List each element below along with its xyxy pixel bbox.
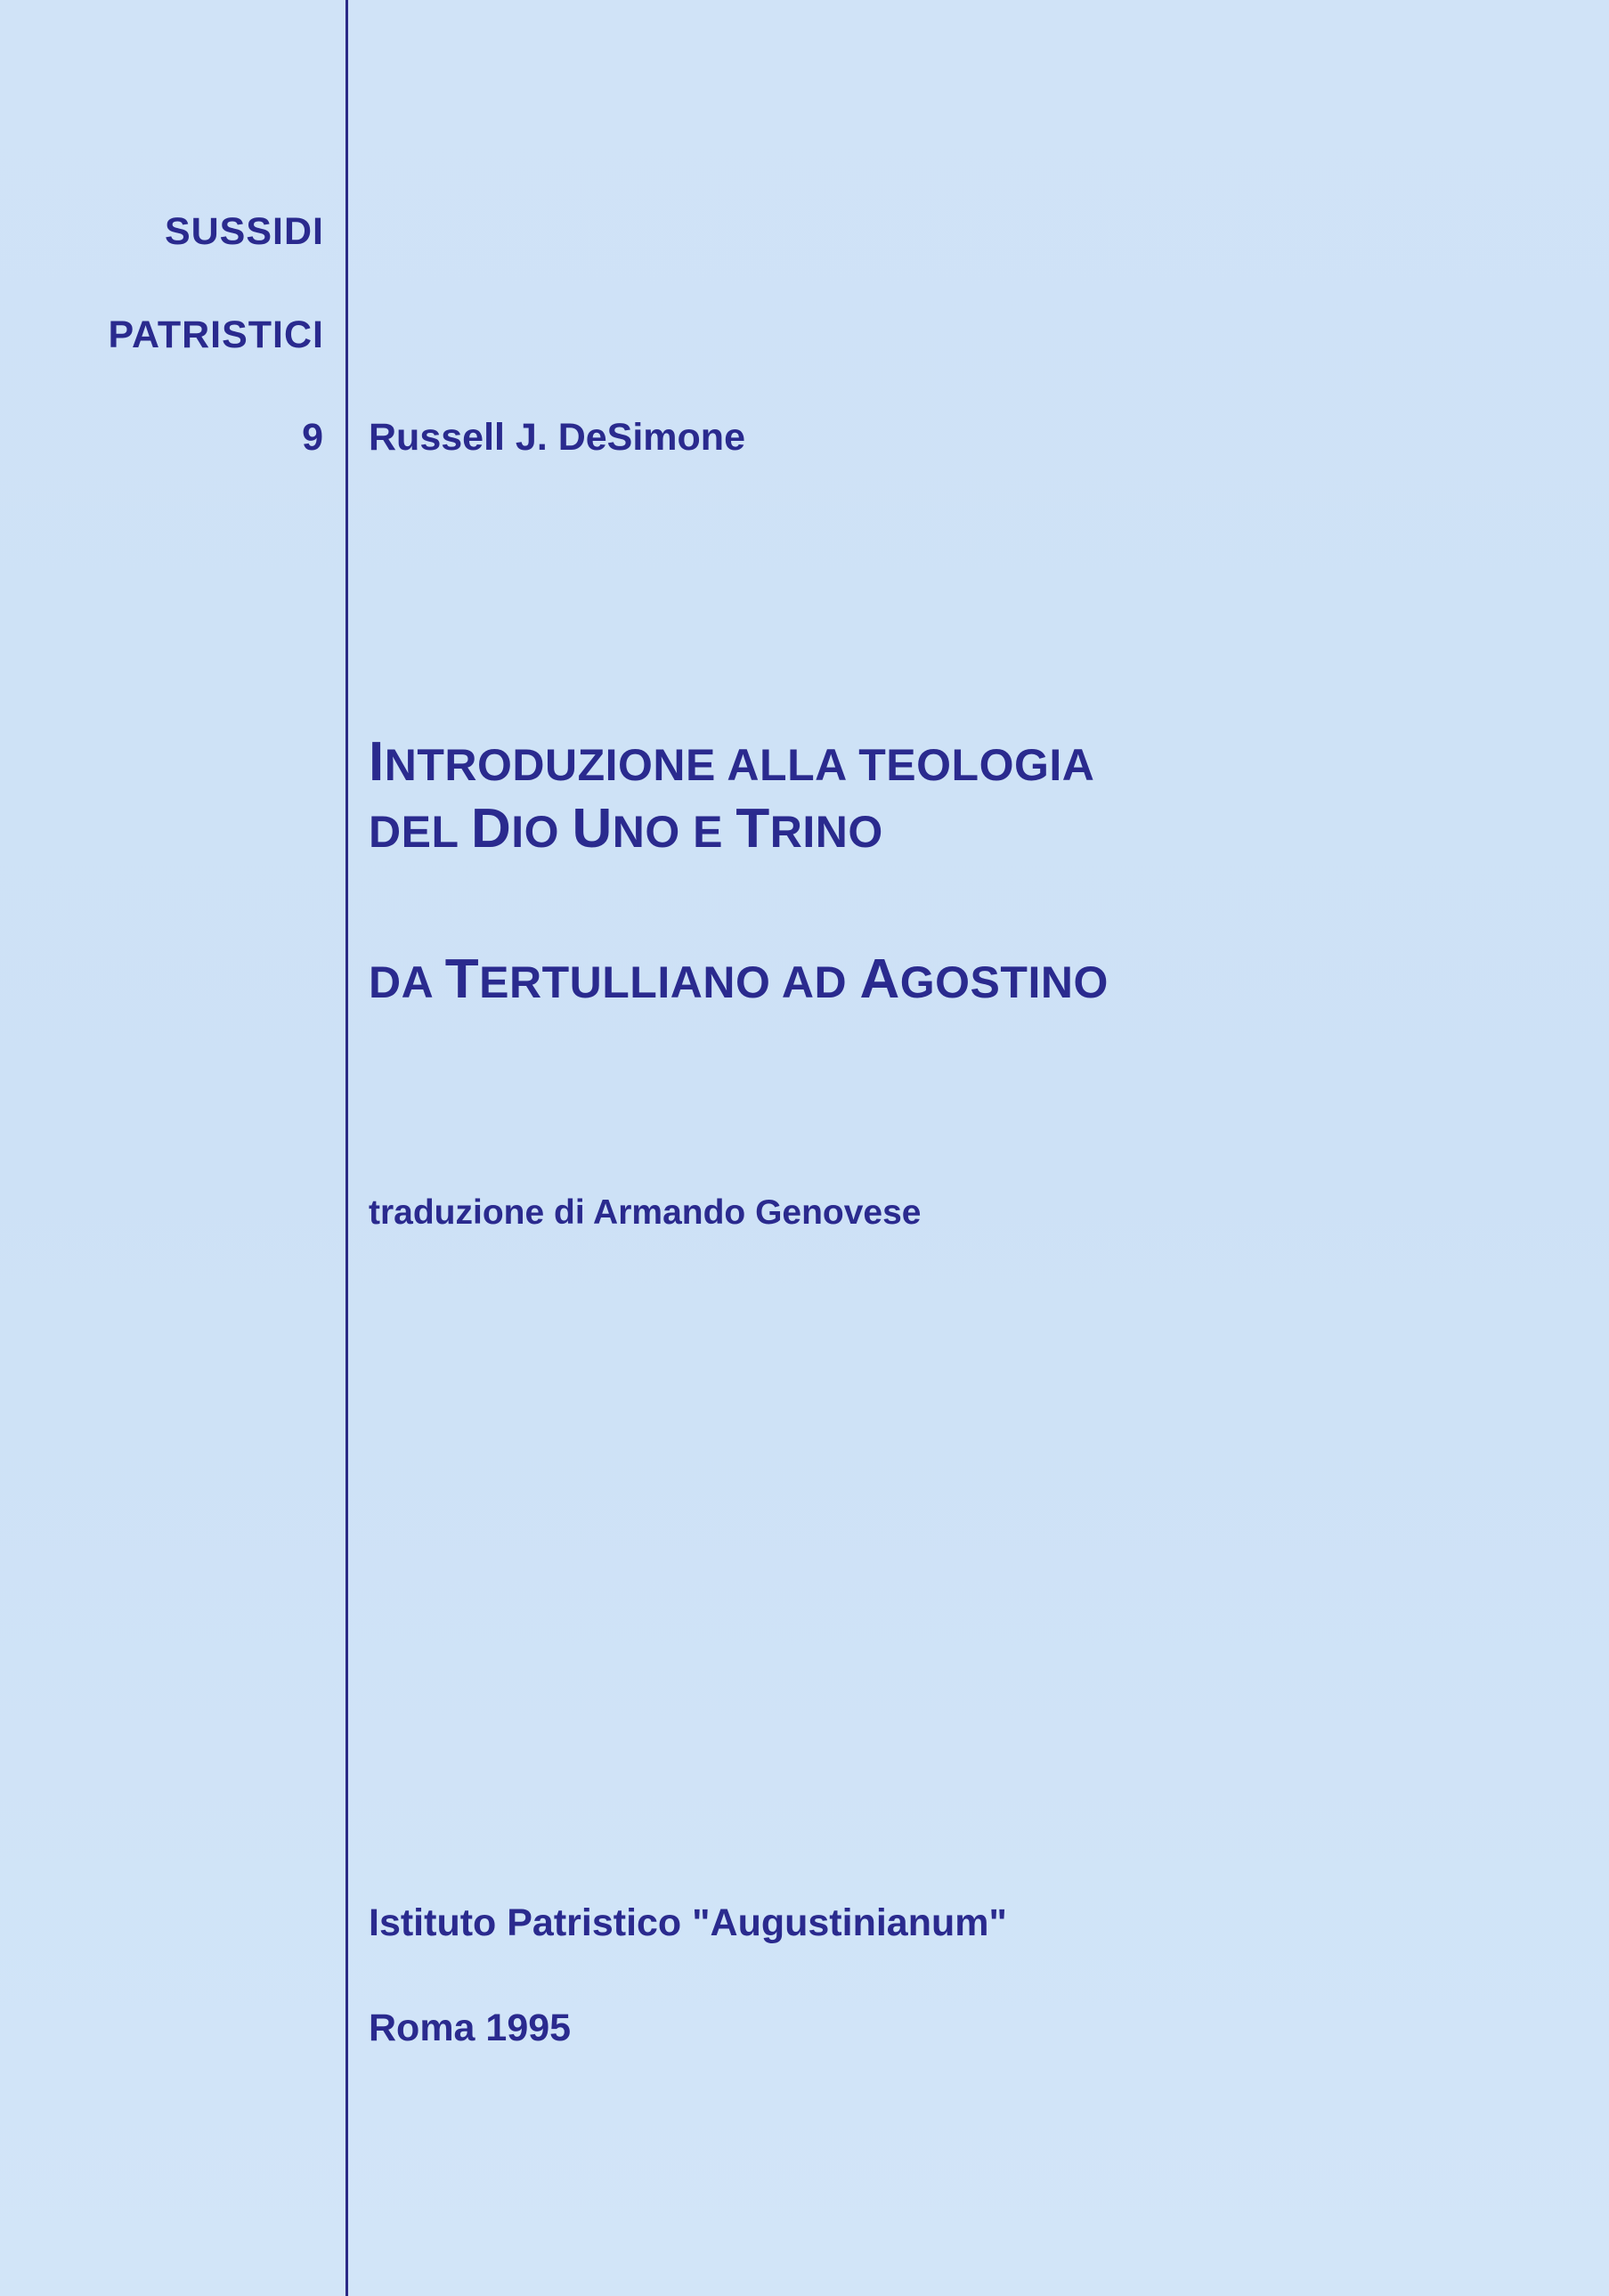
title-initial-capital: U [572, 798, 613, 859]
place-and-year: Roma 1995 [369, 2007, 572, 2049]
title-small-caps-text: DA [369, 957, 445, 1007]
title-small-caps-text: NTRODUZIONE ALLA TEOLOGIA [384, 740, 1095, 790]
title-small-caps-text: GOSTINO [899, 957, 1109, 1007]
title-small-caps-text: IO [511, 807, 573, 857]
title-initial-capital: A [859, 949, 900, 1010]
series-number: 9 [302, 416, 324, 459]
translator-credit: traduzione di Armando Genovese [369, 1193, 922, 1232]
title-line-2 [369, 797, 883, 860]
title-initial-capital: D [471, 798, 512, 859]
title-line-1 [369, 730, 1094, 794]
series-name-line-1: SUSSIDI [164, 210, 324, 253]
title-initial-capital: T [444, 949, 480, 1010]
title-small-caps-text: RINO [769, 807, 883, 857]
title-initial-capital: I [369, 731, 385, 793]
title-initial-capital: T [735, 798, 770, 859]
vertical-rule [345, 0, 348, 2296]
publisher-name: Istituto Patristico "Augustinianum" [369, 1901, 1007, 1944]
title-small-caps-text: DEL [369, 807, 471, 857]
author-name: Russell J. DeSimone [369, 416, 745, 459]
subtitle-line [369, 948, 1109, 1011]
title-small-caps-text: NO E [612, 807, 736, 857]
series-name-line-2: PATRISTICI [108, 313, 324, 356]
title-small-caps-text: ERTULLIANO AD [479, 957, 860, 1007]
